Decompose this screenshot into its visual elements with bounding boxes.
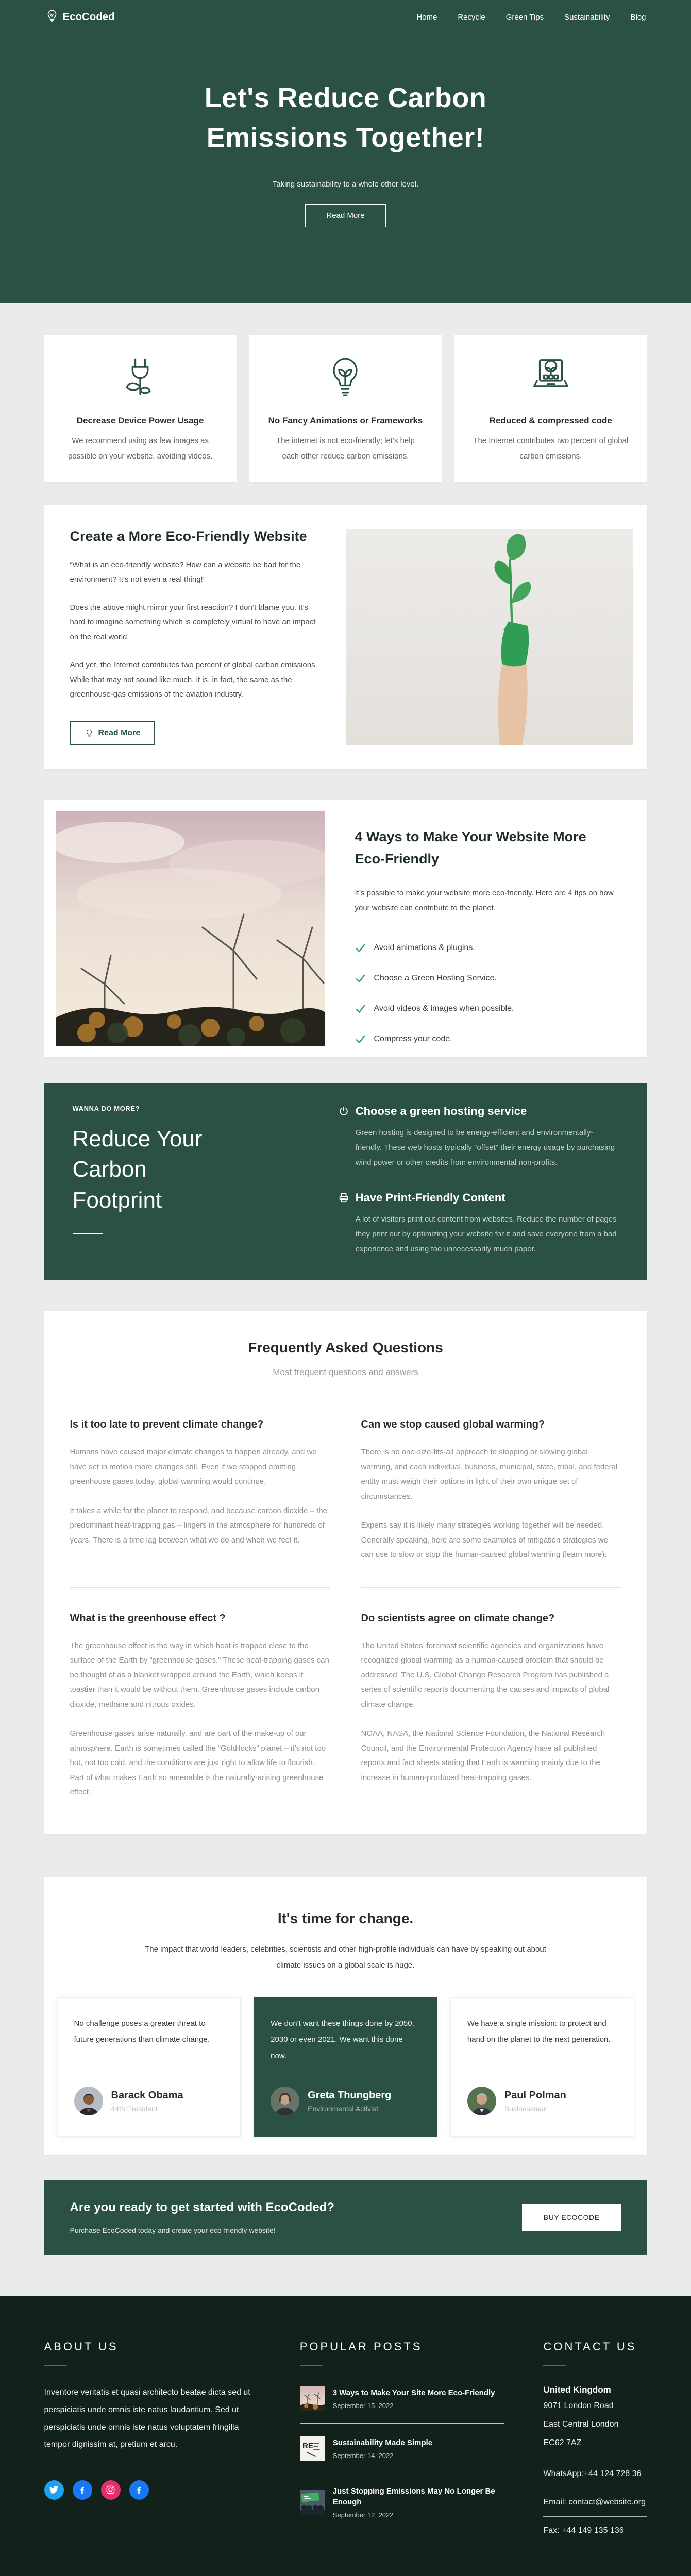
heading-underline	[73, 1233, 103, 1234]
footer-popular-posts	[300, 2340, 505, 2545]
post-title: Just Stopping Emissions May No Longer Be Enough	[332, 2487, 495, 2507]
faq-subtitle: Most frequent questions and answers	[273, 1367, 418, 1378]
post-item-sustainability[interactable]	[300, 2423, 505, 2473]
post-thumbnail-protest	[300, 2490, 325, 2515]
eco-section-heading: Create a More Eco-Friendly Website	[70, 528, 307, 544]
check-icon	[355, 943, 366, 954]
instagram-icon[interactable]	[101, 2480, 121, 2500]
hero-section	[0, 34, 691, 303]
testimonial-role: 44th President	[111, 2104, 158, 2113]
faq-item-too-late: Is it too late to prevent climate change? Humans have caused major climate changes to happen already, and we have set in motion more changes still. Even if we stopped emitting greenhouse gases today, global warming would continue. It takes a while for the planet to respond, and because carbon dioxide – the predominant heat-trapping gas – lingers in the atmosphere for hundreds of years. There is a time lag between what we do and when we feel it.	[70, 1419, 330, 1588]
nav-green-tips[interactable]: Green Tips	[505, 12, 544, 22]
twitter-icon[interactable]	[44, 2480, 64, 2500]
footer-about-text: Inventore veritatis et quasi architecto beatae dicta sed ut perspiciatis unde omnis iste natus laudantium. Sed ut perspiciatis unde omnis iste natus voluptatem fringilla tempor dignissim at, pretium et arcu.	[44, 2388, 250, 2449]
bulb-icon	[85, 728, 94, 738]
change-subtitle: The impact that world leaders, celebrities, scientists and other high-profile individuals can have by speaking out about climate issues on a global scale is huge.	[145, 1944, 546, 1970]
buy-ecocode-button[interactable]: BUY ECOCODE	[522, 2204, 621, 2231]
post-date: September 15, 2022	[332, 2401, 394, 2410]
eco-paragraph-3: And yet, the Internet contributes two percent of global carbon emissions. While that may not sound like much, it is, in fact, the same as the greenhouse-gas emissions of the aviation industry.	[70, 660, 317, 699]
check-icon	[355, 1034, 366, 1045]
footer-about-heading: ABOUT US	[44, 2340, 119, 2353]
main-nav	[416, 13, 646, 22]
nav-recycle[interactable]: Recycle	[458, 12, 485, 22]
bulb-sprout-icon	[267, 353, 424, 400]
eco-website-section	[44, 505, 647, 769]
post-thumbnail-turbines	[300, 2386, 325, 2411]
brand-logo[interactable]	[45, 9, 115, 25]
footprint-item-text: A lot of visitors print out content from websites. Reduce the number of pages they print out by optimizing your website for it and save everyone from a bad experience and using too unnecessarily much paper.	[355, 1214, 617, 1254]
facebook-icon[interactable]	[73, 2480, 92, 2500]
cta-title: Are you ready to get started with EcoCoded?	[70, 2200, 334, 2215]
avatar	[467, 2087, 496, 2115]
contact-address: United Kingdom 9071 London Road East Central London EC62 7AZ	[543, 2385, 619, 2447]
footprint-heading: Reduce Your Carbon Footprint	[72, 1126, 203, 1213]
feature-text: The internet is not eco-friendly; let's help each other reduce carbon emissions.	[276, 436, 415, 461]
avatar	[271, 2087, 299, 2115]
brand-name: EcoCoded	[62, 11, 115, 23]
faq-item-stop-warming: Can we stop caused global warming? There is no one-size-fits-all approach to stopping or slowing global warming, and each individual, business, municipal, state, tribal, and federal entity must weigh their options in light of their own unique set of circumstances. Experts say it is likely many strategies working together will be needed. Generally speaking, here are some examples of mitigation strategies we can use to slow or stop the human-caused global warming (learn more):	[361, 1419, 621, 1588]
heading-underline	[44, 2365, 67, 2366]
facebook-icon[interactable]	[129, 2480, 149, 2500]
testimonial-name: Paul Polman	[504, 2089, 566, 2101]
post-date: September 12, 2022	[332, 2511, 394, 2519]
change-title: It's time for change.	[277, 1910, 414, 1926]
wind-turbines-image	[56, 811, 325, 1046]
check-item: Compress your code.	[355, 1034, 620, 1045]
hero-read-more-button[interactable]: Read More	[305, 204, 385, 227]
post-item-emissions[interactable]	[300, 2473, 505, 2531]
four-ways-heading: 4 Ways to Make Your Website More Eco-Friendly	[355, 828, 586, 867]
post-date: September 14, 2022	[332, 2451, 394, 2460]
printer-icon	[338, 1192, 349, 1204]
cta-banner	[44, 2180, 647, 2255]
footer-about	[44, 2340, 261, 2545]
faq-section	[44, 1311, 647, 1834]
hand-holding-plant-image	[346, 529, 633, 745]
feature-title: Reduced & compressed code	[489, 416, 612, 426]
eco-read-more-button[interactable]: Read More	[70, 721, 155, 745]
footer-contact	[543, 2340, 647, 2545]
hero-subtitle: Taking sustainability to a whole other level.	[272, 180, 419, 189]
contact-email[interactable]: Email: contact@website.org	[543, 2488, 647, 2516]
testimonial-role: Environmental Activist	[308, 2104, 379, 2113]
footprint-item-text: Green hosting is designed to be energy-efficient and environmentally-friendly. These web hosts typically "offset" their energy usage by purchasing wind power or other credits from environmental non-profits.	[355, 1128, 615, 1167]
faq-item-scientists-agree: Do scientists agree on climate change? The United States’ foremost scientific agencies and organizations have recognized global warming as a human-caused problem that should be addressed. The U.S. Global Change Research Program has published a series of scientific reports documenting the causes and impacts of global climate change. NOAA, NASA, the National Science Foundation, the National Research Council, and the Environmental Protection Agency have all published reports and fact sheets stating that Earth is warming mainly due to the increase in human-produced heat-trapping gases.	[361, 1612, 610, 1782]
testimonial-name: Greta Thungberg	[308, 2089, 392, 2101]
feature-card-power	[44, 335, 237, 482]
heading-underline	[300, 2365, 323, 2366]
testimonial-quote: We don't want these things done by 2050, 2030 or even 2021. We want this done now.	[271, 2019, 414, 2060]
contact-whatsapp: WhatsApp:+44 124 728 36	[543, 2460, 647, 2488]
nav-home[interactable]: Home	[416, 12, 437, 22]
four-ways-intro: It’s possible to make your website more eco-friendly. Here are 4 tips on how your website can contribute to the planet.	[355, 889, 614, 913]
footprint-item-print: Have Print-Friendly Content A lot of visitors print out content from websites. Reduce the number of pages they print out by optimizing your website for it and save everyone from a bad experience and using too unnecessarily much paper.	[338, 1191, 619, 1257]
four-ways-checklist	[355, 943, 620, 1045]
check-item: Avoid videos & images when possible.	[355, 1004, 620, 1014]
nav-sustainability[interactable]: Sustainability	[564, 12, 610, 22]
time-for-change-section	[44, 1877, 647, 2156]
feature-cards	[44, 335, 647, 482]
cta-subtitle: Purchase EcoCoded today and create your eco-friendly website!	[70, 2226, 276, 2235]
testimonial-role: Businessman	[504, 2104, 548, 2113]
testimonial-greta	[254, 1997, 437, 2137]
carbon-footprint-section	[44, 1083, 647, 1281]
avatar	[74, 2087, 103, 2115]
feature-text: The Internet contributes two percent of global carbon emissions.	[473, 436, 629, 461]
footer-contact-heading: CONTACT US	[543, 2340, 637, 2353]
nav-blog[interactable]: Blog	[630, 12, 646, 22]
testimonial-polman	[450, 1997, 634, 2137]
faq-title: Frequently Asked Questions	[248, 1340, 443, 1356]
eco-paragraph-1: “What is an eco-friendly website? How can a website be bad for the environment? It’s not even a real thing!”	[70, 560, 301, 584]
check-icon	[355, 973, 366, 984]
testimonial-quote: We have a single mission: to protect and hand on the planet to the next generation.	[467, 2019, 611, 2044]
site-header	[0, 0, 691, 34]
post-item-3-ways[interactable]	[300, 2374, 505, 2423]
feature-card-code	[454, 335, 647, 482]
feature-title: No Fancy Animations or Frameworks	[268, 416, 423, 426]
feature-title: Decrease Device Power Usage	[76, 416, 204, 426]
bulb-leaf-logo-icon	[45, 9, 59, 25]
check-item: Choose a Green Hosting Service.	[355, 973, 620, 984]
feature-text: We recommend using as few images as possible on your website, avoiding videos.	[68, 436, 213, 461]
testimonial-obama	[57, 1997, 241, 2137]
check-icon	[355, 1004, 366, 1014]
power-icon	[338, 1106, 349, 1117]
post-title: 3 Ways to Make Your Site More Eco-Friendly	[332, 2388, 495, 2397]
footprint-item-hosting: Choose a green hosting service Green hosting is designed to be energy-efficient and environmentally-friendly. These web hosts typically "offset" their energy usage by purchasing wind power or other credits from environmental non-profits.	[338, 1105, 619, 1171]
hero-title: Let's Reduce Carbon Emissions Together!	[204, 82, 487, 153]
footprint-eyebrow: WANNA DO MORE?	[72, 1104, 140, 1112]
laptop-plant-icon	[472, 353, 629, 400]
eco-paragraph-2: Does the above might mirror your first reaction? I don’t blame you. It’s hard to imagine something which is completely virtual to have an impact on the real world.	[70, 603, 316, 641]
social-links	[44, 2480, 261, 2500]
svg-text:RE: RE	[302, 2442, 313, 2451]
site-footer	[0, 2296, 691, 2576]
faq-item-greenhouse-effect: What is the greenhouse effect ? The greenhouse effect is the way in which heat is trapped close to the surface of the Earth by “greenhouse gases.” These heat-trapping gases can be thought of as a blanket wrapped around the Earth, which keeps it toastier than it would be without them. Greenhouse gases include carbon dioxide, methane and nitrous oxides. Greenhouse gases arise naturally, and are part of the make-up of our atmosphere. Earth is sometimes called the “Goldilocks” planet – it’s not too hot, not too cold, and the conditions are just right to allow life to flourish. Part of what makes Earth so amenable is the naturally-arising greenhouse effect.	[70, 1612, 329, 1797]
testimonial-quote: No challenge poses a greater threat to future generations than climate change.	[74, 2019, 210, 2044]
feature-card-animations	[249, 335, 442, 482]
post-thumbnail-recycle-note	[300, 2436, 325, 2461]
testimonial-name: Barack Obama	[111, 2089, 183, 2101]
check-item: Avoid animations & plugins.	[355, 943, 620, 954]
four-ways-section	[44, 800, 647, 1057]
plug-leaf-icon	[62, 353, 219, 400]
footer-posts-heading: POPULAR POSTS	[299, 2340, 423, 2353]
contact-fax: Fax: +44 149 135 136	[543, 2516, 647, 2545]
post-title: Sustainability Made Simple	[332, 2438, 433, 2447]
